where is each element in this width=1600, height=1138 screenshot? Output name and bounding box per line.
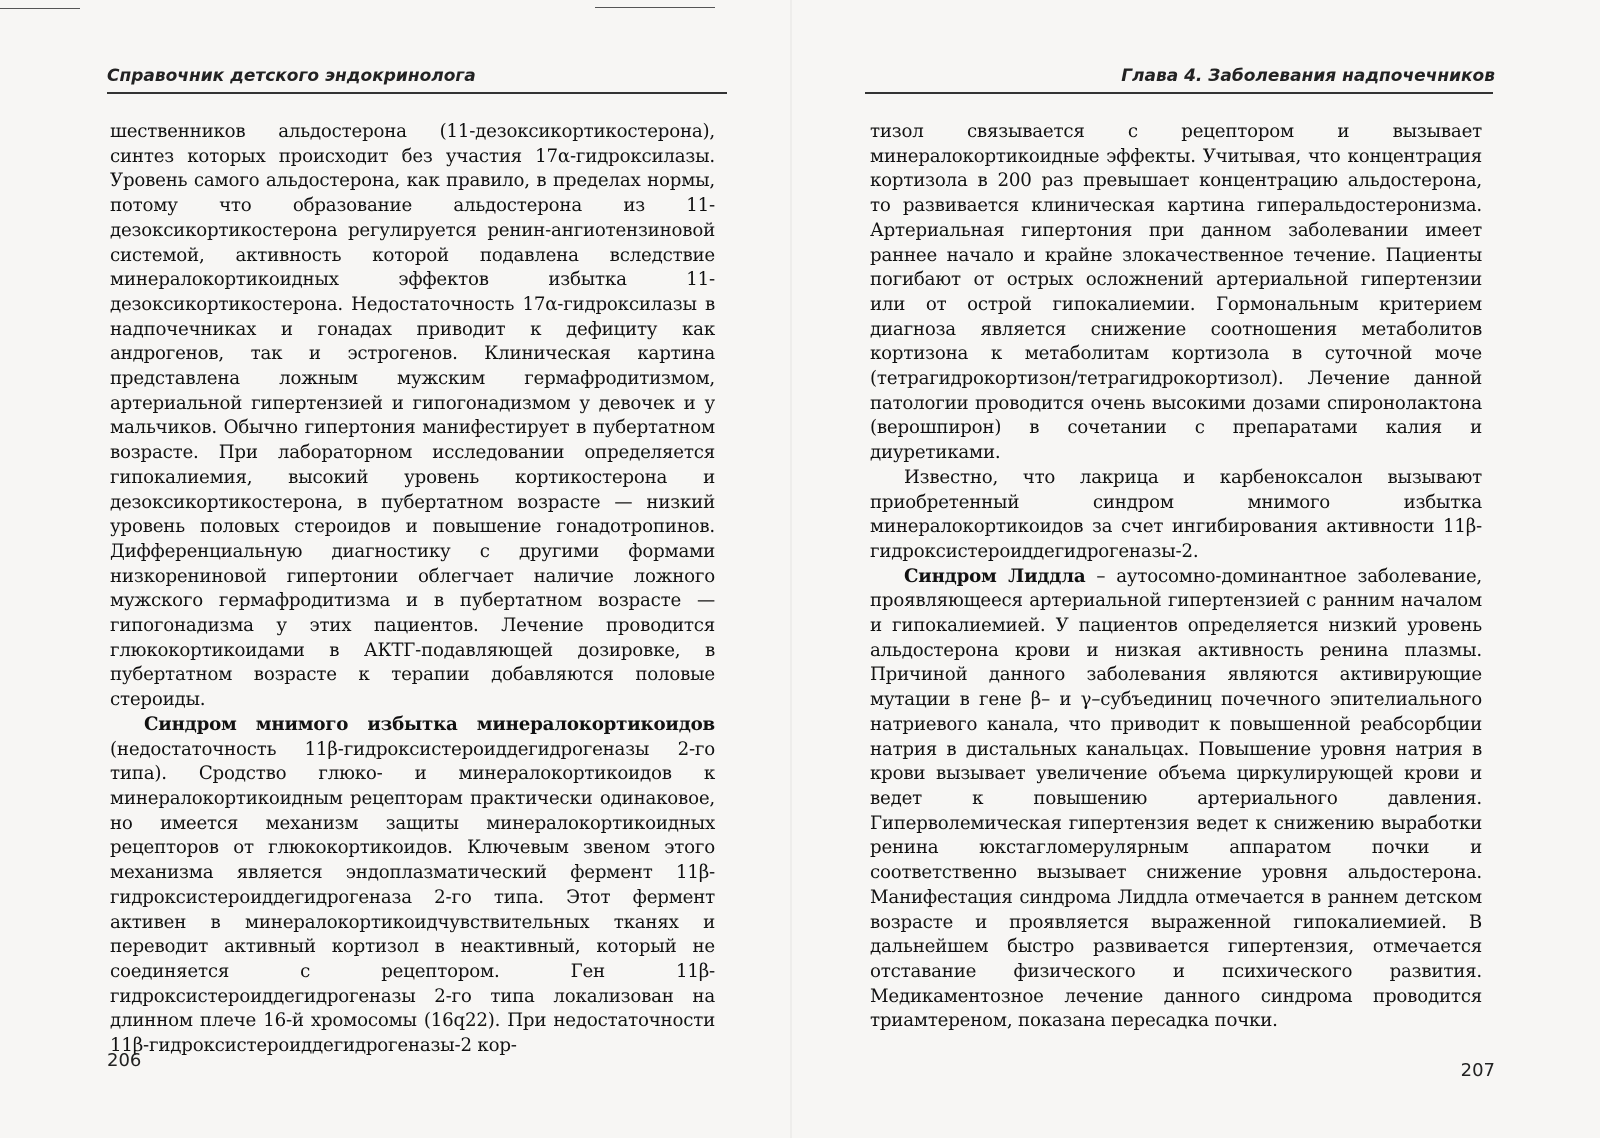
section-paragraph <box>870 565 1482 1034</box>
section-paragraph <box>110 713 715 1059</box>
running-head: Глава 4. Заболевания надпочечников <box>1121 66 1495 86</box>
paragraph: шественников альдостерона (11-дезоксикортикостерона), синтез которых происходит без участия 17α-гидроксилазы. Уровень самого альдостерона, как правило, в пределах нормы, потому что образование альдостерона из 11-дезоксикортикостерона регулируется ренин-ангиотензиновой системой, активность которой подавлена вследствие минералокортикоидных эффектов избытка 11-дезоксикортикостерона. Недостаточность 17α-гидроксилазы в надпочечниках и гонадах приводит к дефициту как андрогенов, так и эстрогенов. Клиническая картина представлена ложным мужским гермафродитизмом, артериальной гипертензией и гипогонадизмом у девочек и у мальчиков. Обычно гипертония манифестирует в пубертатном возрасте. При лабораторном исследовании определяется гипокалиемия, высокий уровень кортикостерона и дезоксикортикостерона, в пубертатном возрасте — низкий уровень половых стероидов и повышение гонадотропинов. Дифференциальную диагностику с другими формами низкорениновой гипертонии облегчает наличие ложного мужского гермафродитизма и в пубертатном возрасте — гипогонадизма у этих пациентов. Лечение проводится глюкокортикоидами в АКТГ-подавляющей дозировке, в пубертатном возрасте к терапии добавляются половые стероиды. <box>110 121 715 711</box>
section-text: – аутосомно-доминантное заболевание, проявляющееся артериальной гипертензией с ранним началом и гипокалиемией. У пациентов определяется низкий уровень альдостерона крови и низкая активность ренина плазмы. Причиной данного заболевания являются активирующие мутации в гене β– и γ–субъединиц почечного эпителиального натриевого канала, что приводит к повышенной реабсорбции натрия в дистальных канальцах. Повышение уровня натрия в крови вызывает увеличение объема циркулирующей крови и ведет к повышению артериального давления. Гиперволемическая гипертензия ведет к снижению выработки ренина юкстагломерулярным аппаратом почки и соответственно вызывает снижение уровня альдостерона. Манифестация синдрома Лиддла отмечается в раннем детском возрасте и проявляется выраженной гипокалиемией. В дальнейшем быстро развивается гипертензия, отмечается отставание физического и психического развития. Медикаментозное лечение данного синдрома проводится триамтереном, показана пересадка почки. <box>870 565 1482 1032</box>
right-page <box>800 0 1600 1138</box>
header-rule <box>107 92 727 94</box>
section-title: Синдром мнимого избытка минералокортикоидов <box>144 713 715 735</box>
body-text <box>110 120 715 1059</box>
page-number: 207 <box>1460 1060 1495 1081</box>
running-head: Справочник детского эндокринолога <box>107 66 476 86</box>
page-number: 206 <box>107 1050 142 1071</box>
paragraph: Известно, что лакрица и карбеноксалон вызывают приобретенный синдром мнимого избытка минералокортикоидов за счет ингибирования активности 11β-гидроксистероиддегидрогеназы-2. <box>870 466 1482 562</box>
left-page <box>0 0 790 1138</box>
book-gutter <box>790 0 792 1138</box>
body-text <box>870 120 1482 1034</box>
section-title: Синдром Лиддла <box>904 565 1086 587</box>
paragraph: тизол связывается с рецептором и вызывает минералокортикоидные эффекты. Учитывая, что концентрация кортизола в 200 раз превышает концентрацию альдостерона, то развивается клиническая картина гиперальдостеронизма. Артериальная гипертония при данном заболевании имеет раннее начало и крайне злокачественное течение. Пациенты погибают от острых осложнений артериальной гипертензии или от острой гипокалиемии. Гормональным критерием диагноза является снижение соотношения метаболитов кортизона к метаболитам кортизола в суточной моче (тетрагидрокортизон/тетрагидрокортизол). Лечение данной патологии проводится очень высокими дозами спиронолактона (верошпирон) в сочетании с препаратами калия и диуретиками. <box>870 121 1482 464</box>
header-rule <box>865 92 1493 94</box>
section-text: (недостаточность 11β-гидроксистероиддегидрогеназы 2-го типа). Сродство глюко- и минералокортикоидов к минералокортикоидным рецепторам практически одинаковое, но имеется механизм защиты минералокортикоидных рецепторов от глюкокортикоидов. Ключевым звеном этого механизма является эндоплазматический фермент 11β-гидроксистероиддегидрогеназа 2-го типа. Этот фермент активен в минералокортикоидчувствительных тканях и переводит активный кортизол в неактивный, который не соединяется с рецептором. Ген 11β-гидроксистероиддегидрогеназы 2-го типа локализован на длинном плече 16-й хромосомы (16q22). При недостаточности 11β-гидроксистероиддегидрогеназы-2 кор- <box>110 738 715 1057</box>
